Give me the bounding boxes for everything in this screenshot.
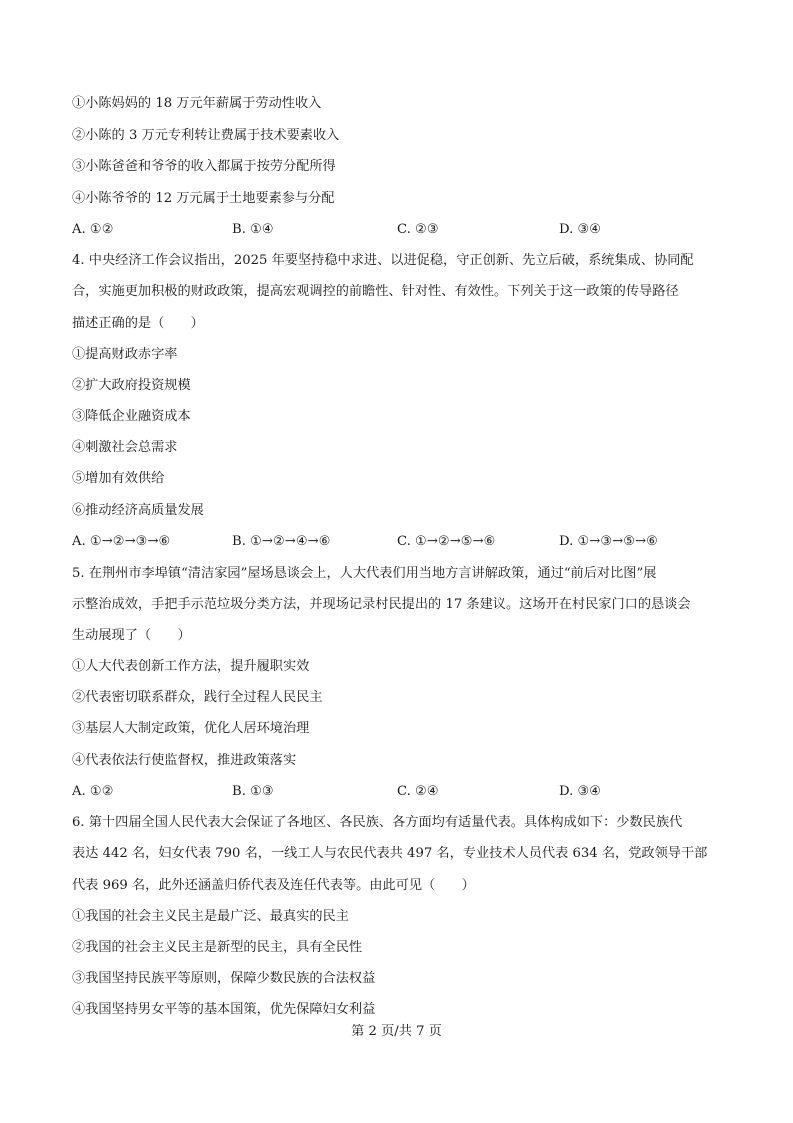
q4-stem-line-2: 合，实施更加积极的财政政策，提高宏观调控的前瞻性、针对性、有效性。下列关于这一政策的传导路径 [72,284,679,299]
q4-item-6: ⑥推动经济高质量发展 [72,503,204,518]
q4-option-a: A. ①→②→③→⑥ [72,534,171,549]
q5-stem-line-1: 5. 在荆州市李埠镇“清洁家园”屋场恳谈会上，人大代表们用当地方言讲解政策，通过“前后对比图”展 [72,566,657,581]
q5-stem-line-3: 生动展现了（ ） [72,628,191,643]
q5-item-4: ④代表依法行使监督权，推进政策落实 [72,753,297,768]
q6-stem-line-1: 6. 第十四届全国人民代表大会保证了各地区、各民族、各方面均有适量代表。具体构成如下：少数民族代 [72,815,683,830]
q5-option-c: C. ②④ [397,784,439,799]
q3-option-c: C. ②③ [397,222,439,237]
q5-option-b: B. ①③ [232,784,274,799]
page-footer: 第 2 页/共 7 页 [351,1024,442,1039]
q6-stem-line-2: 表达 442 名，妇女代表 790 名，一线工人与农民代表共 497 名，专业技术人员代表 634 名，党政领导干部 [72,846,708,861]
q3-option-a: A. ①② [72,222,114,237]
q4-item-1: ①提高财政赤字率 [72,347,178,362]
q6-item-4: ④我国坚持男女平等的基本国策，优先保障妇女利益 [72,1002,376,1017]
q5-item-3: ③基层人大制定政策，优化人居环境治理 [72,721,310,736]
q6-item-3: ③我国坚持民族平等原则，保障少数民族的合法权益 [72,971,376,986]
q4-item-3: ③降低企业融资成本 [72,409,191,424]
q5-item-1: ①人大代表创新工作方法，提升履职实效 [72,659,310,674]
q5-option-d: D. ③④ [559,784,602,799]
q4-option-d: D. ①→③→⑤→⑥ [559,534,658,549]
q5-option-a: A. ①② [72,784,114,799]
q3-item-4: ④小陈爷爷的 12 万元属于土地要素参与分配 [72,191,335,206]
q4-option-b: B. ①→②→④→⑥ [232,534,331,549]
q4-option-c: C. ①→②→⑤→⑥ [397,534,496,549]
q3-item-3: ③小陈爸爸和爷爷的收入都属于按劳分配所得 [72,159,336,174]
q4-stem-line-1: 4. 中央经济工作会议指出，2025 年要坚持稳中求进、以进促稳，守正创新、先立后破，系统集成、协同配 [72,253,694,268]
q4-item-2: ②扩大政府投资规模 [72,378,191,393]
q4-stem-line-3: 描述正确的是（ ） [72,316,204,331]
q6-stem-line-3: 代表 969 名，此外还涵盖归侨代表及连任代表等。由此可见（ ） [72,878,475,893]
q5-options [72,782,712,802]
q3-option-d: D. ③④ [559,222,602,237]
q4-item-4: ④刺激社会总需求 [72,440,178,455]
q3-options [72,220,712,240]
q5-stem-line-2: 示整治成效，手把手示范垃圾分类方法，并现场记录村民提出的 17 条建议。这场开在村民家门口的恳谈会 [72,597,691,612]
q3-option-b: B. ①④ [232,222,274,237]
q4-item-5: ⑤增加有效供给 [72,471,165,486]
q5-item-2: ②代表密切联系群众，践行全过程人民民主 [72,690,323,705]
q3-item-1: ①小陈妈妈的 18 万元年薪属于劳动性收入 [72,96,322,111]
q6-item-2: ②我国的社会主义民主是新型的民主，具有全民性 [72,940,363,955]
q3-item-2: ②小陈的 3 万元专利转让费属于技术要素收入 [72,128,340,143]
q4-options [72,532,712,552]
q6-item-1: ①我国的社会主义民主是最广泛、最真实的民主 [72,909,349,924]
